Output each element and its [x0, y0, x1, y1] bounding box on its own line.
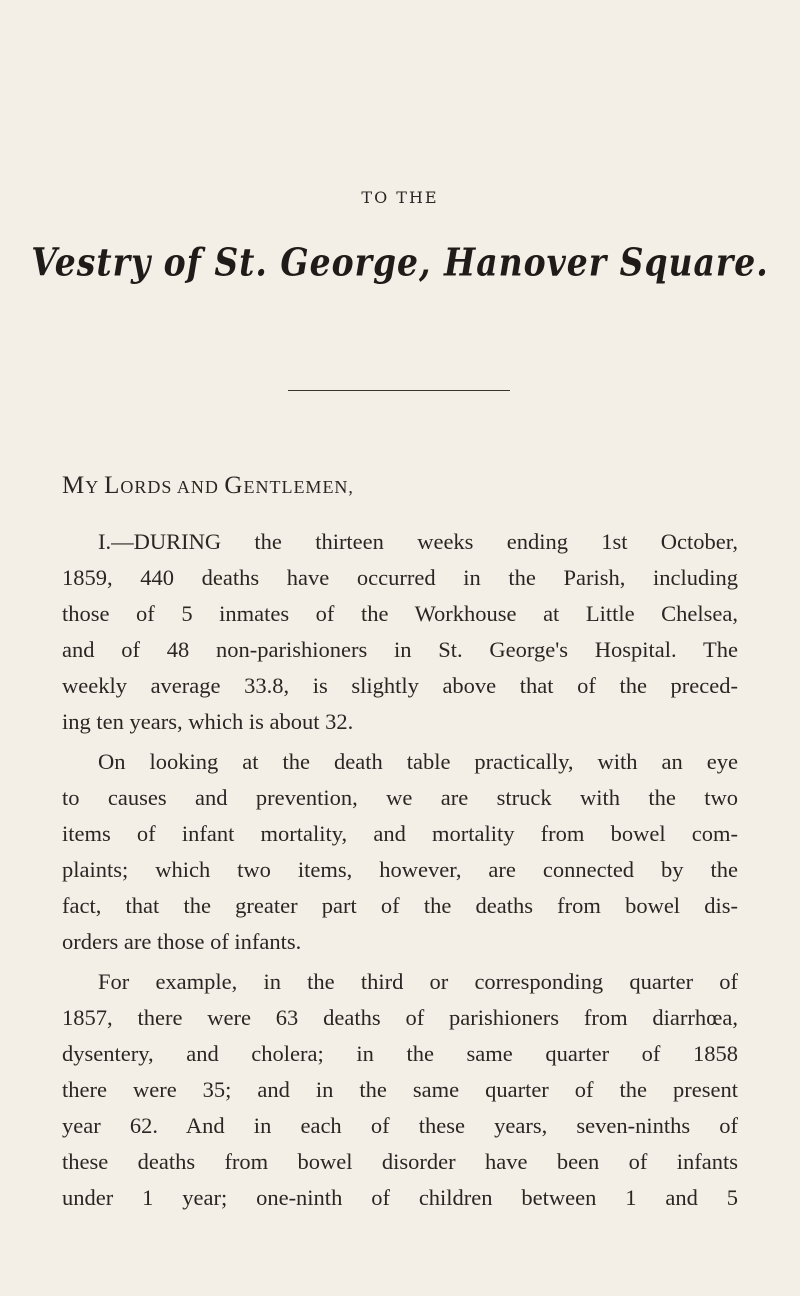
salutation-part: ENTLEMEN,: [243, 477, 354, 497]
text-line: 1859, 440 deaths have occurred in the Parish, including: [62, 565, 738, 590]
text-line: I.—DURING the thirteen weeks ending 1st October,: [98, 529, 738, 554]
text-line: and of 48 non-parishioners in St. George's Hospital. The: [62, 637, 738, 662]
salutation-part: ORDS AND: [120, 477, 225, 497]
text-line: these deaths from bowel disorder have been of infants: [62, 1149, 738, 1174]
salutation: [62, 472, 354, 500]
text-line: For example, in the third or corresponding quarter of: [98, 969, 738, 994]
text-line: 1857, there were 63 deaths of parishioners from diarrhœa,: [62, 1005, 738, 1030]
text-line: orders are those of infants.: [62, 929, 302, 954]
salutation-part: Y: [85, 477, 105, 497]
text-line: to causes and prevention, we are struck with the two: [62, 785, 738, 810]
text-line: year 62. And in each of these years, seven-ninths of: [62, 1113, 738, 1138]
divider-rule: [288, 390, 510, 391]
paragraph-3: [62, 964, 738, 1216]
salutation-part: M: [62, 472, 86, 499]
text-line: dysentery, and cholera; in the same quarter of 1858: [62, 1041, 738, 1066]
text-line: fact, that the greater part of the deaths from bowel dis-: [62, 893, 738, 918]
text-line: there were 35; and in the same quarter of the present: [62, 1077, 738, 1102]
body-text: [62, 524, 738, 1220]
salutation-part: L: [104, 472, 121, 499]
paragraph-2: [62, 744, 738, 960]
salutation-part: G: [224, 472, 244, 499]
dedication-title: Vestry of St. George, Hanover Square.: [31, 240, 769, 285]
text-line: weekly average 33.8, is slightly above that of the preced-: [62, 673, 738, 698]
text-line: those of 5 inmates of the Workhouse at Little Chelsea,: [62, 601, 738, 626]
text-line: plaints; which two items, however, are connected by the: [62, 857, 738, 882]
heading-to-the: TO THE: [361, 188, 439, 207]
text-line: items of infant mortality, and mortality from bowel com-: [62, 821, 738, 846]
paragraph-1: [62, 524, 738, 740]
text-line: under 1 year; one-ninth of children between 1 and 5: [62, 1185, 738, 1210]
text-line: On looking at the death table practically, with an eye: [98, 749, 738, 774]
text-line: ing ten years, which is about 32.: [62, 709, 354, 734]
